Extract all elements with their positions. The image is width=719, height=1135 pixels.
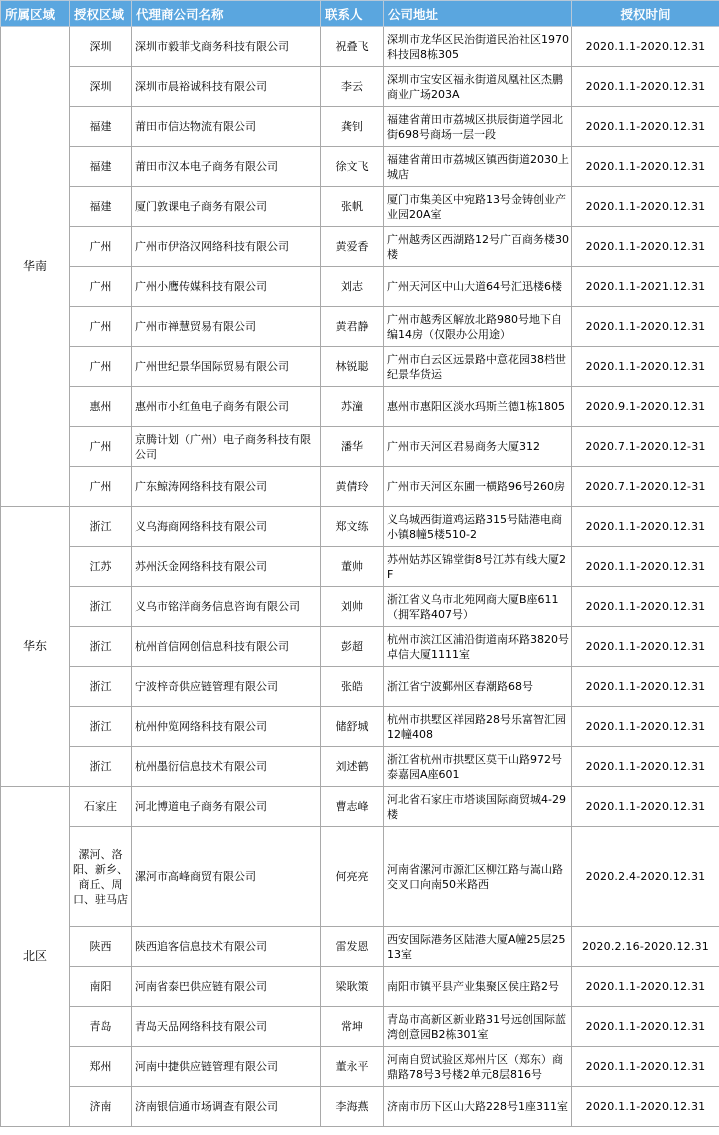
area-cell: 浙江 xyxy=(70,587,132,627)
table-row xyxy=(1,627,719,667)
contact-cell: 张帆 xyxy=(321,187,384,227)
area-cell: 福建 xyxy=(70,187,132,227)
address-cell: 河北省石家庄市塔谈国际商贸城4-29楼 xyxy=(384,787,572,827)
address-cell: 厦门市集美区中宛路13号金铸创业产业园20A室 xyxy=(384,187,572,227)
address-cell: 河南自贸试验区郑州片区（郑东）商鼎路78号3号楼2单元8层816号 xyxy=(384,1047,572,1087)
table-row xyxy=(1,347,719,387)
table-row xyxy=(1,427,719,467)
time-cell: 2020.1.1-2020.12.31 xyxy=(572,547,719,587)
company-cell: 广州世纪景华国际贸易有限公司 xyxy=(132,347,321,387)
company-cell: 深圳市晨裕诚科技有限公司 xyxy=(132,67,321,107)
area-cell: 江苏 xyxy=(70,547,132,587)
time-cell: 2020.7.1-2020.12-31 xyxy=(572,427,719,467)
time-cell: 2020.1.1-2020.12.31 xyxy=(572,1007,719,1047)
area-cell: 广州 xyxy=(70,267,132,307)
company-cell: 宁波梓奇供应链管理有限公司 xyxy=(132,667,321,707)
address-cell: 济南市历下区山大路228号1座311室 xyxy=(384,1087,572,1127)
contact-cell: 黄君静 xyxy=(321,307,384,347)
address-cell: 南阳市镇平县产业集聚区侯庄路2号 xyxy=(384,967,572,1007)
area-cell: 郑州 xyxy=(70,1047,132,1087)
contact-cell: 常坤 xyxy=(321,1007,384,1047)
area-cell: 惠州 xyxy=(70,387,132,427)
table-row xyxy=(1,67,719,107)
area-cell: 浙江 xyxy=(70,667,132,707)
time-cell: 2020.1.1-2020.12.31 xyxy=(572,347,719,387)
table-row xyxy=(1,707,719,747)
table-row xyxy=(1,827,719,927)
contact-cell: 潘华 xyxy=(321,427,384,467)
company-cell: 广州市伊洛汉网络科技有限公司 xyxy=(132,227,321,267)
area-cell: 南阳 xyxy=(70,967,132,1007)
header-row xyxy=(1,1,719,27)
time-cell: 2020.2.4-2020.12.31 xyxy=(572,827,719,927)
area-cell: 济南 xyxy=(70,1087,132,1127)
table-row xyxy=(1,967,719,1007)
contact-cell: 李海燕 xyxy=(321,1087,384,1127)
time-cell: 2020.1.1-2020.12.31 xyxy=(572,507,719,547)
company-cell: 杭州首信网创信息科技有限公司 xyxy=(132,627,321,667)
table-row xyxy=(1,1007,719,1047)
time-cell: 2020.1.1-2020.12.31 xyxy=(572,587,719,627)
address-cell: 青岛市高新区新业路31号远创国际蓝湾创意园B2栋301室 xyxy=(384,1007,572,1047)
area-cell: 广州 xyxy=(70,347,132,387)
area-cell: 广州 xyxy=(70,307,132,347)
contact-cell: 苏潼 xyxy=(321,387,384,427)
address-cell: 苏州姑苏区锦堂街8号江苏有线大厦2F xyxy=(384,547,572,587)
address-cell: 河南省漯河市源汇区柳江路与嵩山路交叉口向南50米路西 xyxy=(384,827,572,927)
company-cell: 陕西追客信息技术有限公司 xyxy=(132,927,321,967)
address-cell: 广州天河区中山大道64号汇迅楼6楼 xyxy=(384,267,572,307)
time-cell: 2020.1.1-2021.12.31 xyxy=(572,267,719,307)
contact-cell: 彭超 xyxy=(321,627,384,667)
header-area: 授权区域 xyxy=(70,1,132,27)
header-region: 所属区域 xyxy=(1,1,70,27)
table-row xyxy=(1,667,719,707)
company-cell: 惠州市小红鱼电子商务有限公司 xyxy=(132,387,321,427)
table-row xyxy=(1,467,719,507)
address-cell: 深圳市龙华区民治街道民治社区1970科技园8栋305 xyxy=(384,27,572,67)
table-row xyxy=(1,107,719,147)
time-cell: 2020.1.1-2020.12.31 xyxy=(572,1047,719,1087)
contact-cell: 黄爱香 xyxy=(321,227,384,267)
company-cell: 广州小鹰传媒科技有限公司 xyxy=(132,267,321,307)
time-cell: 2020.1.1-2020.12.31 xyxy=(572,967,719,1007)
contact-cell: 董帅 xyxy=(321,547,384,587)
area-cell: 深圳 xyxy=(70,67,132,107)
region-cell: 北区 xyxy=(1,787,70,1127)
time-cell: 2020.7.1-2020.12-31 xyxy=(572,467,719,507)
company-cell: 漯河市高峰商贸有限公司 xyxy=(132,827,321,927)
time-cell: 2020.1.1-2020.12.31 xyxy=(572,67,719,107)
header-company: 代理商公司名称 xyxy=(132,1,321,27)
company-cell: 杭州仲览网络科技有限公司 xyxy=(132,707,321,747)
area-cell: 广州 xyxy=(70,467,132,507)
contact-cell: 何亮亮 xyxy=(321,827,384,927)
company-cell: 苏州沃金网络科技有限公司 xyxy=(132,547,321,587)
table-row xyxy=(1,187,719,227)
table-row xyxy=(1,387,719,427)
header-time: 授权时间 xyxy=(572,1,719,27)
company-cell: 广东鲸涛网络科技有限公司 xyxy=(132,467,321,507)
table-row xyxy=(1,587,719,627)
time-cell: 2020.1.1-2020.12.31 xyxy=(572,187,719,227)
company-cell: 广州市禅慧贸易有限公司 xyxy=(132,307,321,347)
area-cell: 浙江 xyxy=(70,507,132,547)
table-row xyxy=(1,1047,719,1087)
time-cell: 2020.1.1-2020.12.31 xyxy=(572,667,719,707)
contact-cell: 黄倩玲 xyxy=(321,467,384,507)
address-cell: 广州市越秀区解放北路980号地下自编14房（仅限办公用途） xyxy=(384,307,572,347)
address-cell: 广州市天河区东圃一横路96号260房 xyxy=(384,467,572,507)
company-cell: 义乌海商网络科技有限公司 xyxy=(132,507,321,547)
address-cell: 义乌城西街道鸡运路315号陆港电商小镇8幢5楼510-2 xyxy=(384,507,572,547)
company-cell: 青岛天品网络科技有限公司 xyxy=(132,1007,321,1047)
address-cell: 浙江省义乌市北苑网商大厦B座611（拥军路407号） xyxy=(384,587,572,627)
contact-cell: 徐文飞 xyxy=(321,147,384,187)
contact-cell: 郑文练 xyxy=(321,507,384,547)
company-cell: 莆田市汉本电子商务有限公司 xyxy=(132,147,321,187)
contact-cell: 祝叠飞 xyxy=(321,27,384,67)
address-cell: 杭州市拱墅区祥园路28号乐富智汇园12幢408 xyxy=(384,707,572,747)
time-cell: 2020.2.16-2020.12.31 xyxy=(572,927,719,967)
company-cell: 河南中捷供应链管理有限公司 xyxy=(132,1047,321,1087)
region-cell: 华东 xyxy=(1,507,70,787)
table-row xyxy=(1,147,719,187)
time-cell: 2020.1.1-2020.12.31 xyxy=(572,107,719,147)
table-row xyxy=(1,1087,719,1127)
contact-cell: 雷发恩 xyxy=(321,927,384,967)
time-cell: 2020.1.1-2020.12.31 xyxy=(572,1087,719,1127)
contact-cell: 储舒城 xyxy=(321,707,384,747)
address-cell: 杭州市滨江区浦沿街道南环路3820号卓信大厦1111室 xyxy=(384,627,572,667)
area-cell: 石家庄 xyxy=(70,787,132,827)
address-cell: 西安国际港务区陆港大厦A幢25层2513室 xyxy=(384,927,572,967)
contact-cell: 刘帅 xyxy=(321,587,384,627)
contact-cell: 林锐聪 xyxy=(321,347,384,387)
company-cell: 河北博道电子商务有限公司 xyxy=(132,787,321,827)
table-row xyxy=(1,307,719,347)
area-cell: 福建 xyxy=(70,107,132,147)
area-cell: 陕西 xyxy=(70,927,132,967)
contact-cell: 梁耿策 xyxy=(321,967,384,1007)
contact-cell: 龚钊 xyxy=(321,107,384,147)
area-cell: 青岛 xyxy=(70,1007,132,1047)
contact-cell: 董永平 xyxy=(321,1047,384,1087)
address-cell: 深圳市宝安区福永街道凤凰社区杰鹏商业广场203A xyxy=(384,67,572,107)
area-cell: 福建 xyxy=(70,147,132,187)
time-cell: 2020.1.1-2020.12.31 xyxy=(572,787,719,827)
area-cell: 广州 xyxy=(70,227,132,267)
company-cell: 莆田市信达物流有限公司 xyxy=(132,107,321,147)
address-cell: 惠州市惠阳区淡水玛斯兰德1栋1805 xyxy=(384,387,572,427)
table-row xyxy=(1,267,719,307)
header-address: 公司地址 xyxy=(384,1,572,27)
company-cell: 济南银信通市场调查有限公司 xyxy=(132,1087,321,1127)
table-row xyxy=(1,227,719,267)
area-cell: 广州 xyxy=(70,427,132,467)
area-cell: 深圳 xyxy=(70,27,132,67)
area-cell: 浙江 xyxy=(70,707,132,747)
address-cell: 广州市天河区君易商务大厦312 xyxy=(384,427,572,467)
contact-cell: 李云 xyxy=(321,67,384,107)
address-cell: 浙江省杭州市拱墅区莫干山路972号泰嘉园A座601 xyxy=(384,747,572,787)
time-cell: 2020.1.1-2020.12.31 xyxy=(572,627,719,667)
region-cell: 华南 xyxy=(1,27,70,507)
time-cell: 2020.1.1-2020.12.31 xyxy=(572,747,719,787)
contact-cell: 张皓 xyxy=(321,667,384,707)
time-cell: 2020.1.1-2020.12.31 xyxy=(572,27,719,67)
company-cell: 义乌市铭洋商务信息咨询有限公司 xyxy=(132,587,321,627)
table-row xyxy=(1,507,719,547)
table-row xyxy=(1,547,719,587)
table-row xyxy=(1,927,719,967)
contact-cell: 刘志 xyxy=(321,267,384,307)
address-cell: 浙江省宁波鄞州区春潮路68号 xyxy=(384,667,572,707)
time-cell: 2020.1.1-2020.12.31 xyxy=(572,707,719,747)
area-cell: 浙江 xyxy=(70,627,132,667)
address-cell: 福建省莆田市荔城区镇西街道2030上城店 xyxy=(384,147,572,187)
time-cell: 2020.1.1-2020.12.31 xyxy=(572,147,719,187)
address-cell: 福建省莆田市荔城区拱辰街道学园北街698号商场一层一段 xyxy=(384,107,572,147)
contact-cell: 曹志峰 xyxy=(321,787,384,827)
company-cell: 杭州墨衍信息技术有限公司 xyxy=(132,747,321,787)
address-cell: 广州市白云区远景路中意花园38档世纪景华货运 xyxy=(384,347,572,387)
contact-cell: 刘述鹤 xyxy=(321,747,384,787)
company-cell: 河南省泰巴供应链有限公司 xyxy=(132,967,321,1007)
time-cell: 2020.1.1-2020.12.31 xyxy=(572,227,719,267)
company-cell: 厦门敦课电子商务有限公司 xyxy=(132,187,321,227)
table-row xyxy=(1,27,719,67)
header-contact: 联系人 xyxy=(321,1,384,27)
time-cell: 2020.9.1-2020.12.31 xyxy=(572,387,719,427)
table-row xyxy=(1,787,719,827)
area-cell: 漯河、洛阳、新乡、商丘、周口、驻马店 xyxy=(70,827,132,927)
company-cell: 深圳市毅菲戈商务科技有限公司 xyxy=(132,27,321,67)
time-cell: 2020.1.1-2020.12.31 xyxy=(572,307,719,347)
address-cell: 广州越秀区西湖路12号广百商务楼30楼 xyxy=(384,227,572,267)
table-row xyxy=(1,747,719,787)
company-cell: 京腾计划（广州）电子商务科技有限公司 xyxy=(132,427,321,467)
area-cell: 浙江 xyxy=(70,747,132,787)
table-body xyxy=(1,27,719,1127)
